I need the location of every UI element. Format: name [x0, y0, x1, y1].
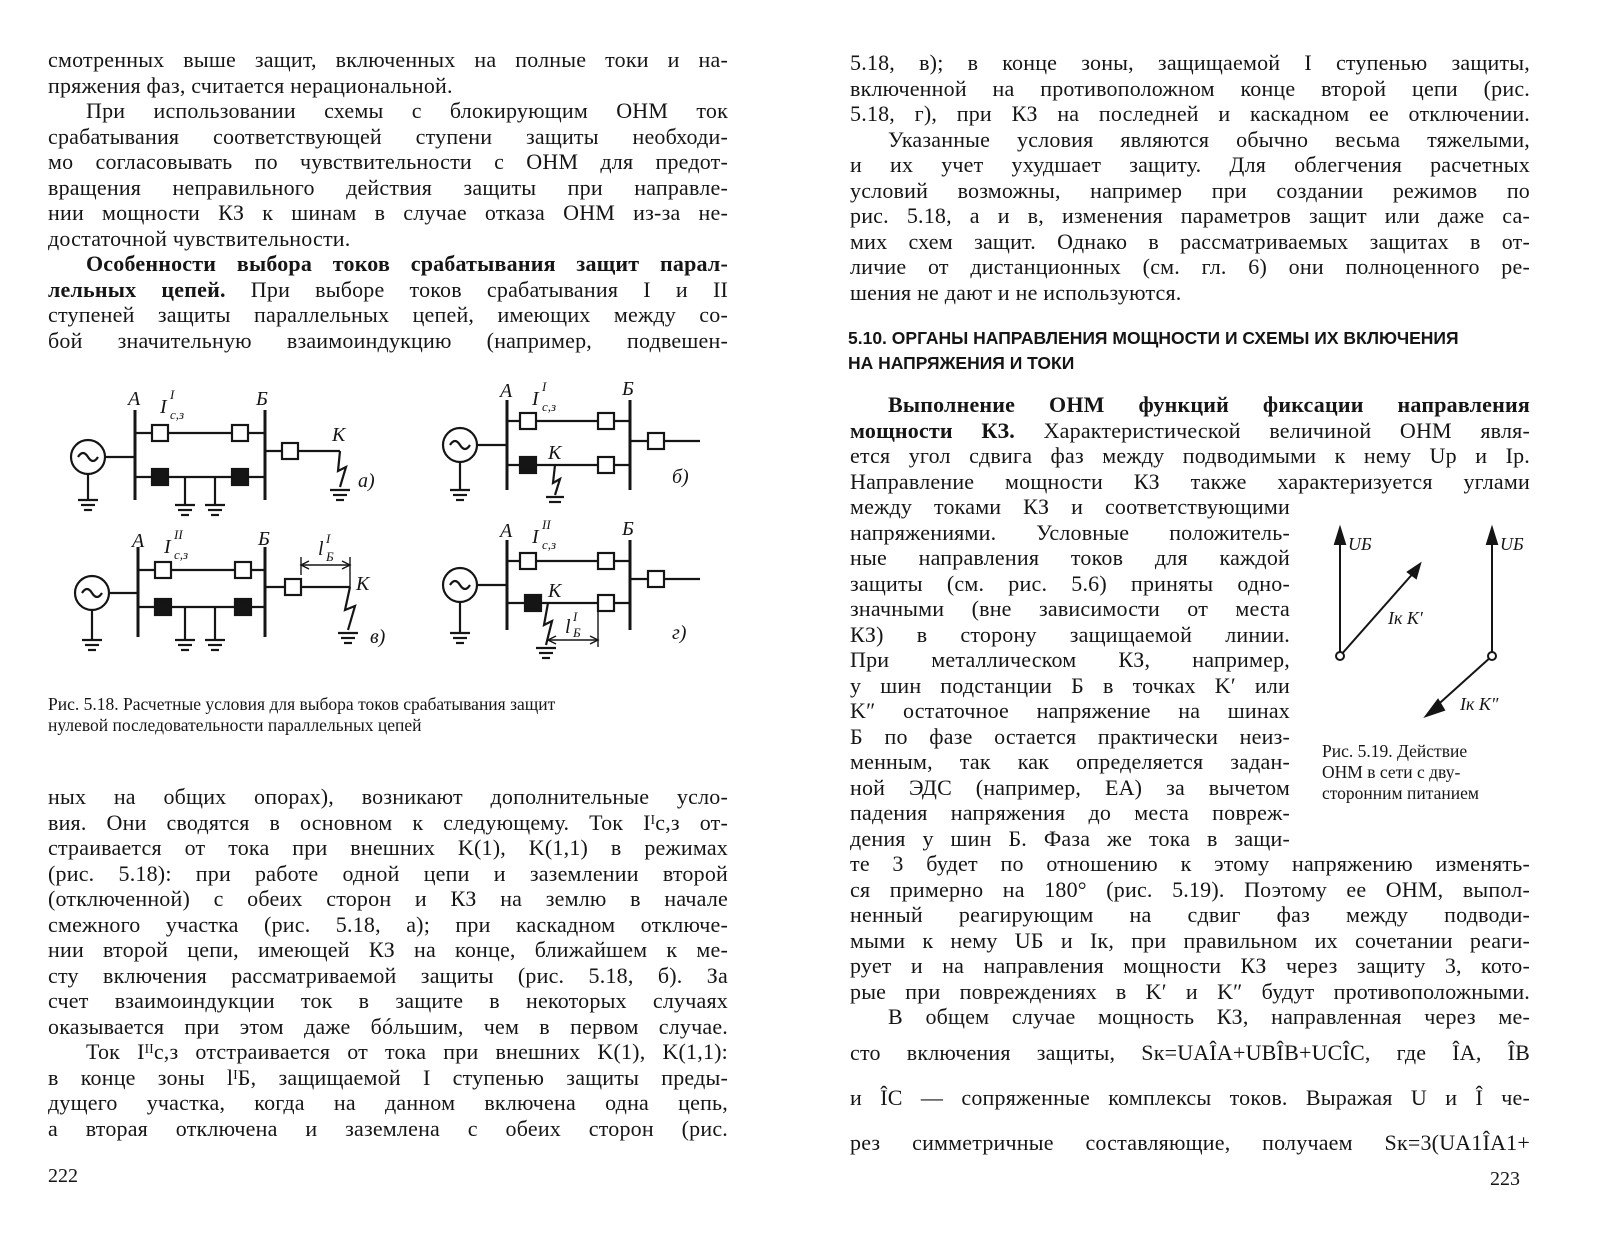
- label-I-sub: c,з: [542, 537, 557, 552]
- text-line: ной ЭДС (например, EA) за вычетом: [850, 774, 1290, 800]
- text-line: падения напряжения до места повреж-: [850, 800, 1290, 825]
- label-I-sup: I: [170, 387, 175, 402]
- text-line: ступеней защиты параллельных цепей, имеющих между со-: [48, 302, 728, 327]
- label-B: Б: [258, 528, 270, 550]
- page-number: 222: [48, 1165, 78, 1187]
- text-line: напряжениями. Условные положитель-: [850, 519, 1290, 545]
- text-line: В общем случае мощность КЗ, направленная через ме-: [888, 1004, 1530, 1029]
- label-U1: UБ: [1348, 534, 1372, 554]
- text-line: [850, 418, 1530, 444]
- text-line: вращения неправильного действия защиты при направле-: [48, 174, 728, 200]
- text-line: мих схем защит. Однако в рассматриваемых защитах в от-: [850, 228, 1530, 254]
- label-l-sup: I: [326, 531, 331, 546]
- text-line: и их учет ухудшает защиту. Для облегчения расчетных: [850, 152, 1530, 177]
- label-I: I: [164, 536, 171, 558]
- text-line: между токами КЗ и соответствующими: [850, 494, 1290, 519]
- text-line: счет взаимоиндукции ток в защите в некоторых случаях: [48, 988, 728, 1013]
- text-line: Указанные условия являются обычно весьма тяжелыми,: [888, 126, 1530, 152]
- text-line: ных на общих опорах), возникают дополнительные усло-: [48, 784, 728, 809]
- section-heading-line: НА НАПРЯЖЕНИЯ И ТОКИ: [848, 353, 1075, 373]
- left-bottom-text: [48, 784, 728, 1141]
- text-line: значными (вне зависимости от места: [850, 596, 1290, 621]
- label-I-sub: c,з: [174, 547, 189, 562]
- text-line: (отключенной) с обеих сторон и КЗ на землю в начале: [48, 886, 728, 911]
- label-A: А: [128, 388, 141, 410]
- caption-line: нулевой последовательности параллельных цепей: [48, 715, 422, 735]
- right-bottom-text: [850, 851, 1530, 1165]
- label-v: в): [370, 626, 386, 648]
- fig19-caption: [1322, 741, 1542, 804]
- text-line: страивается от тока при внешних K(1), K(1,1) в режимах: [48, 835, 728, 860]
- label-K: К: [356, 573, 370, 595]
- text-line: и ÎC — сопряженные комплексы токов. Выражая U и Î че-: [850, 1084, 1530, 1110]
- label-I-sup: II: [174, 527, 183, 542]
- label-A: А: [500, 520, 513, 542]
- label-l-sup: I: [573, 609, 578, 624]
- text-line: K″ остаточное напряжение на шинах: [850, 698, 1290, 723]
- text-line: При использовании схемы с блокирующим ОНМ ток: [86, 98, 728, 123]
- text-line: включенной на противоположном конце второй цепи (рис.: [850, 75, 1530, 101]
- label-I: I: [160, 396, 167, 418]
- text-line: те 3 будет по отношению к этому напряжению изменять-: [850, 851, 1530, 876]
- label-l-sub: Б: [326, 549, 334, 564]
- right-narrow-text: [850, 494, 1290, 851]
- label-U2: UБ: [1500, 534, 1524, 554]
- label-I: I: [532, 388, 539, 410]
- page-number: 223: [1490, 1168, 1520, 1190]
- bold-lead-end: мощности КЗ.: [850, 417, 1016, 443]
- label-I-sub: c,з: [542, 399, 557, 414]
- label-B: Б: [622, 378, 634, 400]
- text-line: мо согласовывать по чувствительности с ОНМ для предот-: [48, 149, 728, 174]
- label-I2: Iк К″: [1460, 694, 1499, 714]
- text-line: При металлическом КЗ, например,: [850, 647, 1290, 672]
- label-K: К: [332, 424, 346, 446]
- caption-line: Рис. 5.18. Расчетные условия для выбора токов срабатывания защит: [48, 694, 556, 714]
- caption-line: Рис. 5.19. Действие: [1322, 741, 1468, 761]
- text-line: [48, 277, 728, 303]
- left-page: [0, 0, 780, 1251]
- label-K: К: [548, 442, 562, 464]
- text-line: (рис. 5.18): при работе одной цепи и заземлении второй: [48, 860, 728, 886]
- text-line: дущего участка, когда на данном включена одна цепь,: [48, 1090, 728, 1115]
- caption-line: ОНМ в сети с дву-: [1322, 762, 1461, 782]
- label-B: Б: [256, 388, 268, 410]
- text-line: пряжения фаз, считается нерациональной.: [48, 72, 453, 98]
- label-I: I: [532, 526, 539, 548]
- text-line: у шин подстанции Б в точках K′ или: [850, 672, 1290, 698]
- label-l: l: [565, 616, 571, 638]
- text-line: ные направления токов для каждой: [850, 545, 1290, 570]
- text-line: шения не дают и не используются.: [850, 279, 1182, 305]
- bold-heading-end: лельных цепей.: [48, 276, 226, 302]
- text-line: защиты (см. рис. 5.6) приняты одно-: [850, 570, 1290, 596]
- label-I1: Iк К′: [1388, 608, 1423, 628]
- text-line: рез симметричные составляющие, получаем Sк=3(UA1ÎA1+: [850, 1129, 1530, 1155]
- label-a: а): [358, 470, 375, 492]
- label-I-sup: II: [542, 517, 551, 532]
- label-I-sup: I: [542, 379, 547, 394]
- label-B: Б: [622, 518, 634, 540]
- label-l-sub: Б: [573, 625, 581, 640]
- lead-rest: Характеристической величиной ОНМ явля-: [1043, 417, 1530, 443]
- text-line: достаточной чувствительности.: [48, 225, 351, 251]
- text-line: рые при повреждениях в K′ и K″ будут противоположными.: [850, 978, 1530, 1004]
- text-line: 5.18, в); в конце зоны, защищаемой I ступенью защиты,: [850, 50, 1530, 75]
- text-line: в конце зоны lᴵБ, защищаемой I ступенью защиты преды-: [48, 1064, 728, 1090]
- text-line: ся примерно на 180° (рис. 5.19). Поэтому ее ОНМ, выпол-: [850, 876, 1530, 902]
- figure-caption: [48, 694, 738, 736]
- text-line: личие от дистанционных (см. гл. 6) они полноценного ре-: [850, 254, 1530, 279]
- heading-rest: При выборе токов срабатывания I и II: [250, 276, 728, 302]
- label-b: б): [672, 466, 689, 488]
- text-line: дения у шин Б. Фаза же тока в защи-: [850, 825, 1290, 851]
- figure-5-19: [1320, 520, 1550, 730]
- right-lead-text: [850, 392, 1530, 494]
- section-heading-line: 5.10. ОРГАНЫ НАПРАВЛЕНИЯ МОЩНОСТИ И СХЕМЫ ИХ ВКЛЮЧЕНИЯ: [848, 328, 1459, 348]
- text-line: Ток Iᴵᴵc,з отстраивается от тока при внешних K(1), K(1,1):: [86, 1039, 728, 1064]
- text-line: Направление мощности КЗ также характеризуется углами: [850, 468, 1530, 494]
- text-line: вия. Они сводятся в основном к следующему. Ток Iᴵc,з от-: [48, 809, 728, 835]
- text-line: ненный реагирующим на сдвиг фаз между подводи-: [850, 902, 1530, 927]
- text-line: мыми к нему UБ и Iк, при правильном их сочетании реаги-: [850, 927, 1530, 953]
- text-line: КЗ) в сторону защищаемой линии.: [850, 621, 1290, 647]
- text-line: смежного участка (рис. 5.18, а); при каскадном отключе-: [48, 911, 728, 937]
- text-line: Б по фазе остается практически неиз-: [850, 723, 1290, 749]
- label-g: г): [672, 622, 687, 644]
- text-line: 5.18, г), при КЗ на последней и каскадном ее отключении.: [850, 101, 1530, 126]
- text-line: ется угол сдвига фаз между подводимыми к нему Uр и Iр.: [850, 443, 1530, 468]
- text-line: рис. 5.18, а и в, изменения параметров защит или даже са-: [850, 203, 1530, 228]
- bold-lead: Выполнение ОНМ функций фиксации направления: [888, 392, 1530, 417]
- section-heading: [848, 326, 1459, 376]
- left-top-text: [48, 47, 728, 353]
- text-line: условий возможны, например при создании режимов по: [850, 177, 1530, 203]
- label-I-sub: c,з: [170, 407, 185, 422]
- label-A: А: [500, 380, 513, 402]
- text-line: срабатывания соответствующей ступени защиты необходи-: [48, 123, 728, 149]
- text-line: сту включения рассматриваемой защиты (рис. 5.18, б). За: [48, 962, 728, 988]
- text-line: оказывается при этом даже бóльшим, чем в первом случае.: [48, 1013, 728, 1039]
- text-line: сто включения защиты, Sк=UAÎA+UBÎB+UCÎC, где ÎA, ÎB: [850, 1039, 1530, 1065]
- right-page: [800, 0, 1600, 1251]
- text-line: смотренных выше защит, включенных на полные токи и на-: [48, 47, 728, 72]
- right-top-text: [850, 50, 1530, 305]
- label-A: А: [132, 530, 145, 552]
- text-line: бой значительную взаимоиндукцию (например, подвешен-: [48, 327, 728, 353]
- text-line: нии мощности КЗ к шинам в случае отказа ОНМ из-за не-: [48, 200, 728, 225]
- figure-5-18: [60, 375, 740, 675]
- text-line: нии второй цепи, имеющей КЗ на конце, ближайшем к ме-: [48, 937, 728, 962]
- text-line: а вторая отключена и заземлена с обеих сторон (рис.: [48, 1115, 728, 1141]
- label-K: К: [548, 580, 562, 602]
- bold-heading: Особенности выбора токов срабатывания защит парал-: [86, 251, 728, 276]
- label-l: l: [318, 538, 324, 560]
- caption-line: сторонним питанием: [1322, 783, 1479, 803]
- text-line: рует и на направления мощности КЗ через защиту 3, кото-: [850, 953, 1530, 978]
- text-line: менным, так как определяется задан-: [850, 749, 1290, 774]
